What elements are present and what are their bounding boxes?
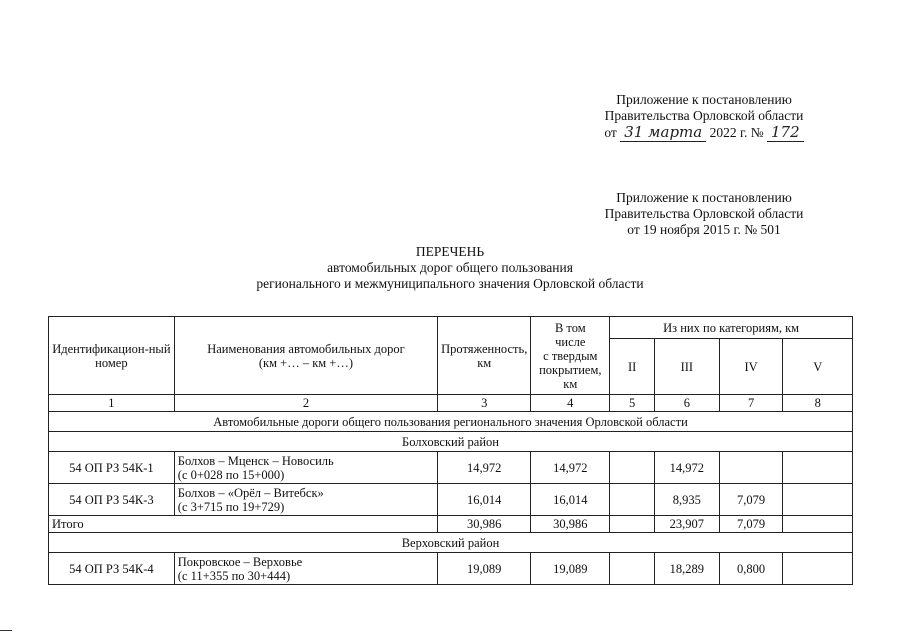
appendix-original <box>584 190 824 238</box>
roads-table <box>48 316 853 585</box>
col-number: 3 <box>438 395 531 412</box>
road-length: 19,089 <box>438 553 531 585</box>
district-verkhovye: Верховский район <box>49 533 853 553</box>
road-cat-iv: 0,800 <box>719 553 783 585</box>
appendix-original-line1: Приложение к постановлению <box>616 190 792 205</box>
road-paved: 16,014 <box>531 484 610 516</box>
appendix-year: 2022 г. № <box>709 125 764 140</box>
road-cat-v <box>783 484 853 516</box>
total-row <box>49 516 853 533</box>
road-paved: 14,972 <box>531 452 610 484</box>
table-row <box>49 484 853 516</box>
document-title <box>100 244 800 292</box>
table-row <box>49 452 853 484</box>
header-categories: Из них по категориям, км <box>610 317 853 339</box>
road-cat-ii <box>610 484 655 516</box>
road-cat-iii: 8,935 <box>654 484 719 516</box>
header-paved-l2: числе <box>555 334 586 349</box>
road-name <box>174 553 437 585</box>
header-cat-iii: III <box>654 339 719 395</box>
handwritten-number: 172 <box>767 123 804 142</box>
col-number: 2 <box>174 395 437 412</box>
header-name <box>174 317 437 395</box>
col-number: 6 <box>654 395 719 412</box>
appendix-prefix: от <box>604 125 617 140</box>
header-paved <box>531 317 610 395</box>
title-line1: ПЕРЕЧЕНЬ <box>415 244 485 259</box>
road-name-line1: Покровское – Верховье <box>177 554 303 569</box>
title-line3: регионального и межмуниципального значения Орловской области <box>256 276 644 291</box>
road-name <box>174 452 437 484</box>
col-number: 7 <box>719 395 783 412</box>
road-cat-iv: 7,079 <box>719 484 783 516</box>
table-row <box>49 553 853 585</box>
header-cat-iv: IV <box>719 339 783 395</box>
header-paved-l3: с твердым <box>543 348 598 363</box>
header-cat-ii: II <box>610 339 655 395</box>
appendix-current <box>584 92 824 141</box>
header-paved-l4: покрытием, <box>539 362 602 377</box>
appendix-current-line3 <box>584 124 824 141</box>
header-name-line1: Наименования автомобильных дорог <box>207 341 405 356</box>
col-number: 5 <box>610 395 655 412</box>
margin-mark <box>0 630 12 631</box>
title-line2: автомобильных дорог общего пользования <box>327 260 573 275</box>
header-paved-l1: В том <box>554 320 586 335</box>
total-cat-iii: 23,907 <box>654 516 719 533</box>
road-name-line2: (с 0+028 по 15+000) <box>177 467 285 482</box>
col-number: 8 <box>783 395 853 412</box>
road-paved: 19,089 <box>531 553 610 585</box>
col-number: 4 <box>531 395 610 412</box>
total-cat-v <box>783 516 853 533</box>
appendix-original-line3: от 19 ноября 2015 г. № 501 <box>627 222 781 237</box>
road-cat-iii: 14,972 <box>654 452 719 484</box>
header-length: Протяженность, км <box>438 317 531 395</box>
road-cat-ii <box>610 452 655 484</box>
total-length: 30,986 <box>438 516 531 533</box>
header-id: Идентификацион-ный номер <box>49 317 175 395</box>
header-cat-v: V <box>783 339 853 395</box>
road-cat-iii: 18,289 <box>654 553 719 585</box>
road-cat-v <box>783 553 853 585</box>
road-name-line1: Болхов – «Орёл – Витебск» <box>177 485 324 500</box>
road-cat-iv <box>719 452 783 484</box>
total-label: Итого <box>49 516 438 533</box>
header-paved-l5: км <box>563 376 578 391</box>
column-numbers-row <box>49 395 853 412</box>
road-name-line1: Болхов – Мценск – Новосиль <box>177 453 334 468</box>
road-id: 54 ОП РЗ 54К-3 <box>49 484 175 516</box>
road-name <box>174 484 437 516</box>
total-paved: 30,986 <box>531 516 610 533</box>
total-cat-iv: 7,079 <box>719 516 783 533</box>
appendix-current-line1: Приложение к постановлению <box>616 92 792 107</box>
col-number: 1 <box>49 395 175 412</box>
road-id: 54 ОП РЗ 54К-4 <box>49 553 175 585</box>
road-cat-ii <box>610 553 655 585</box>
district-bolkhov: Болховский район <box>49 432 853 452</box>
appendix-current-line2: Правительства Орловской области <box>604 108 804 123</box>
road-name-line2: (с 3+715 по 19+729) <box>177 499 285 514</box>
road-length: 16,014 <box>438 484 531 516</box>
appendix-original-line2: Правительства Орловской области <box>604 206 804 221</box>
total-cat-ii <box>610 516 655 533</box>
road-cat-v <box>783 452 853 484</box>
road-length: 14,972 <box>438 452 531 484</box>
handwritten-date: 31 марта <box>620 123 706 142</box>
road-id: 54 ОП РЗ 54К-1 <box>49 452 175 484</box>
header-name-line2: (км +… – км +…) <box>258 355 354 370</box>
road-name-line2: (с 11+355 по 30+444) <box>177 568 291 583</box>
section-regional: Автомобильные дороги общего пользования регионального значения Орловской области <box>49 412 853 432</box>
